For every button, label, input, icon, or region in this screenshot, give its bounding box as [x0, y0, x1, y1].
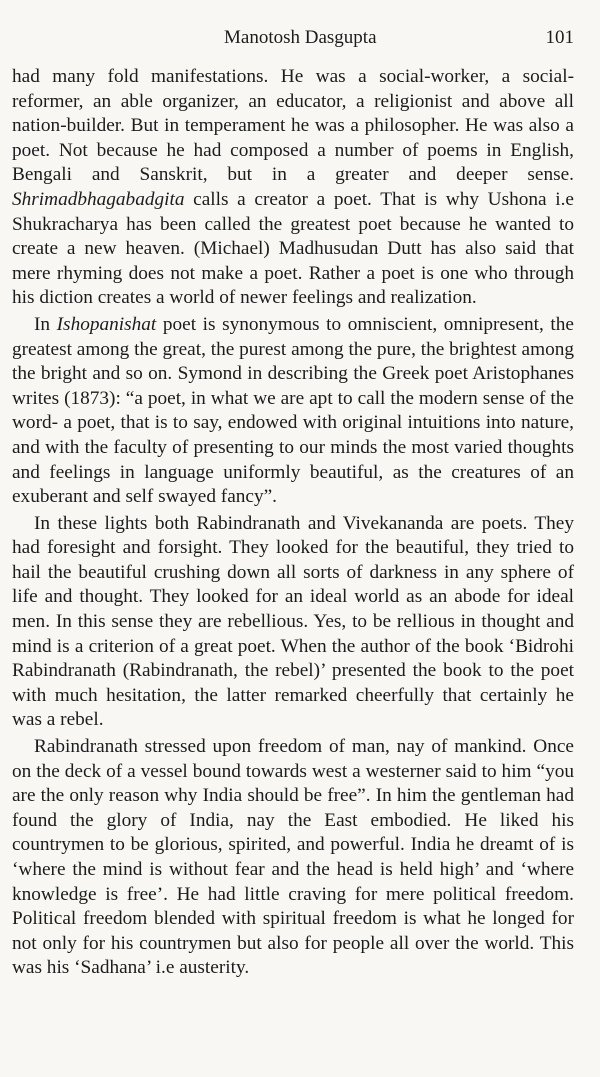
paragraph-text: poet is synonymous to omniscient, omnipresent, the greatest among the great, the purest among the pure, the brightest among the bright and so on. Symond in describing the Greek poet Aristophanes writes (1873): “a poet, in what we are apt to call the modern sense of the word- a poet, that is to say, endowed with original intuitions into nature, and with the faculty of presenting to our minds the most varied thoughts and feelings in language uniformly beautiful, as the creatures of an exuberant and self swayed fancy”. — [12, 313, 574, 508]
running-header-author: Manotosh Dasgupta — [224, 27, 377, 48]
paragraph — [12, 313, 574, 510]
paragraph-text: calls a creator a poet. That is why Ushona i.e Shukracharya has been called the greatest poet because he wanted to create a new heaven. (Michael) Madhusudan Dutt has also said that mere rhyming does not make a poet. Rather a poet is one who through his diction creates a world of newer feelings and realization. — [12, 188, 574, 309]
paragraph-text: had many fold manifestations. He was a social-worker, a social-reformer, an able organizer, an educator, a religionist and above all nation-builder. But in temperament he was a philosopher. He was also a poet. Not because he had composed a number of poems in English, Bengali and Sanskrit, but in a greater and deeper sense. — [12, 66, 574, 186]
paragraph — [12, 65, 574, 311]
italic-title: Ishopanishat — [56, 313, 157, 335]
paragraph-text: In these lights both Rabindranath and Vivekananda are poets. They had foresight and forsight. They looked for the beautiful, they tried to hail the beautiful crushing down all sorts of darkness in any sphere of life and thought. They looked for an ideal world as an abode for ideal men. In this sense they are rebellious. Yes, to be rellious in thought and mind is a criterion of a great poet. When the author of the book ‘Bidrohi Rabindranath (Rabindranath, the rebel)’ presented the book to the poet with much hesitation, the latter remarked cheerfully that certainly he was a rebel. — [12, 512, 574, 731]
paragraph-text: In — [34, 313, 57, 335]
paragraph-text: Rabindranath stressed upon freedom of man, nay of mankind. Once on the deck of a vessel bound towards west a westerner said to him “you are the only reason why India should be free”. In him the gentleman had found the glory of India, nay the East embodied. He liked his countrymen to be glorious, spirited, and powerful. India he dreamt of is ‘where the mind is without fear and the head is held high’ and ‘where knowledge is free’. He had little craving for mere political freedom. Political freedom blended with spiritual freedom is what he longed for not only for his countrymen but also for people all over the world. This was his ‘Sadhana’ i.e austerity. — [12, 736, 574, 979]
page-number: 101 — [545, 27, 574, 48]
paragraph — [12, 735, 574, 981]
italic-title: Shrimadbhagabadgita — [12, 188, 185, 210]
body-text — [12, 65, 574, 981]
book-page — [12, 26, 574, 979]
paragraph — [12, 512, 574, 733]
